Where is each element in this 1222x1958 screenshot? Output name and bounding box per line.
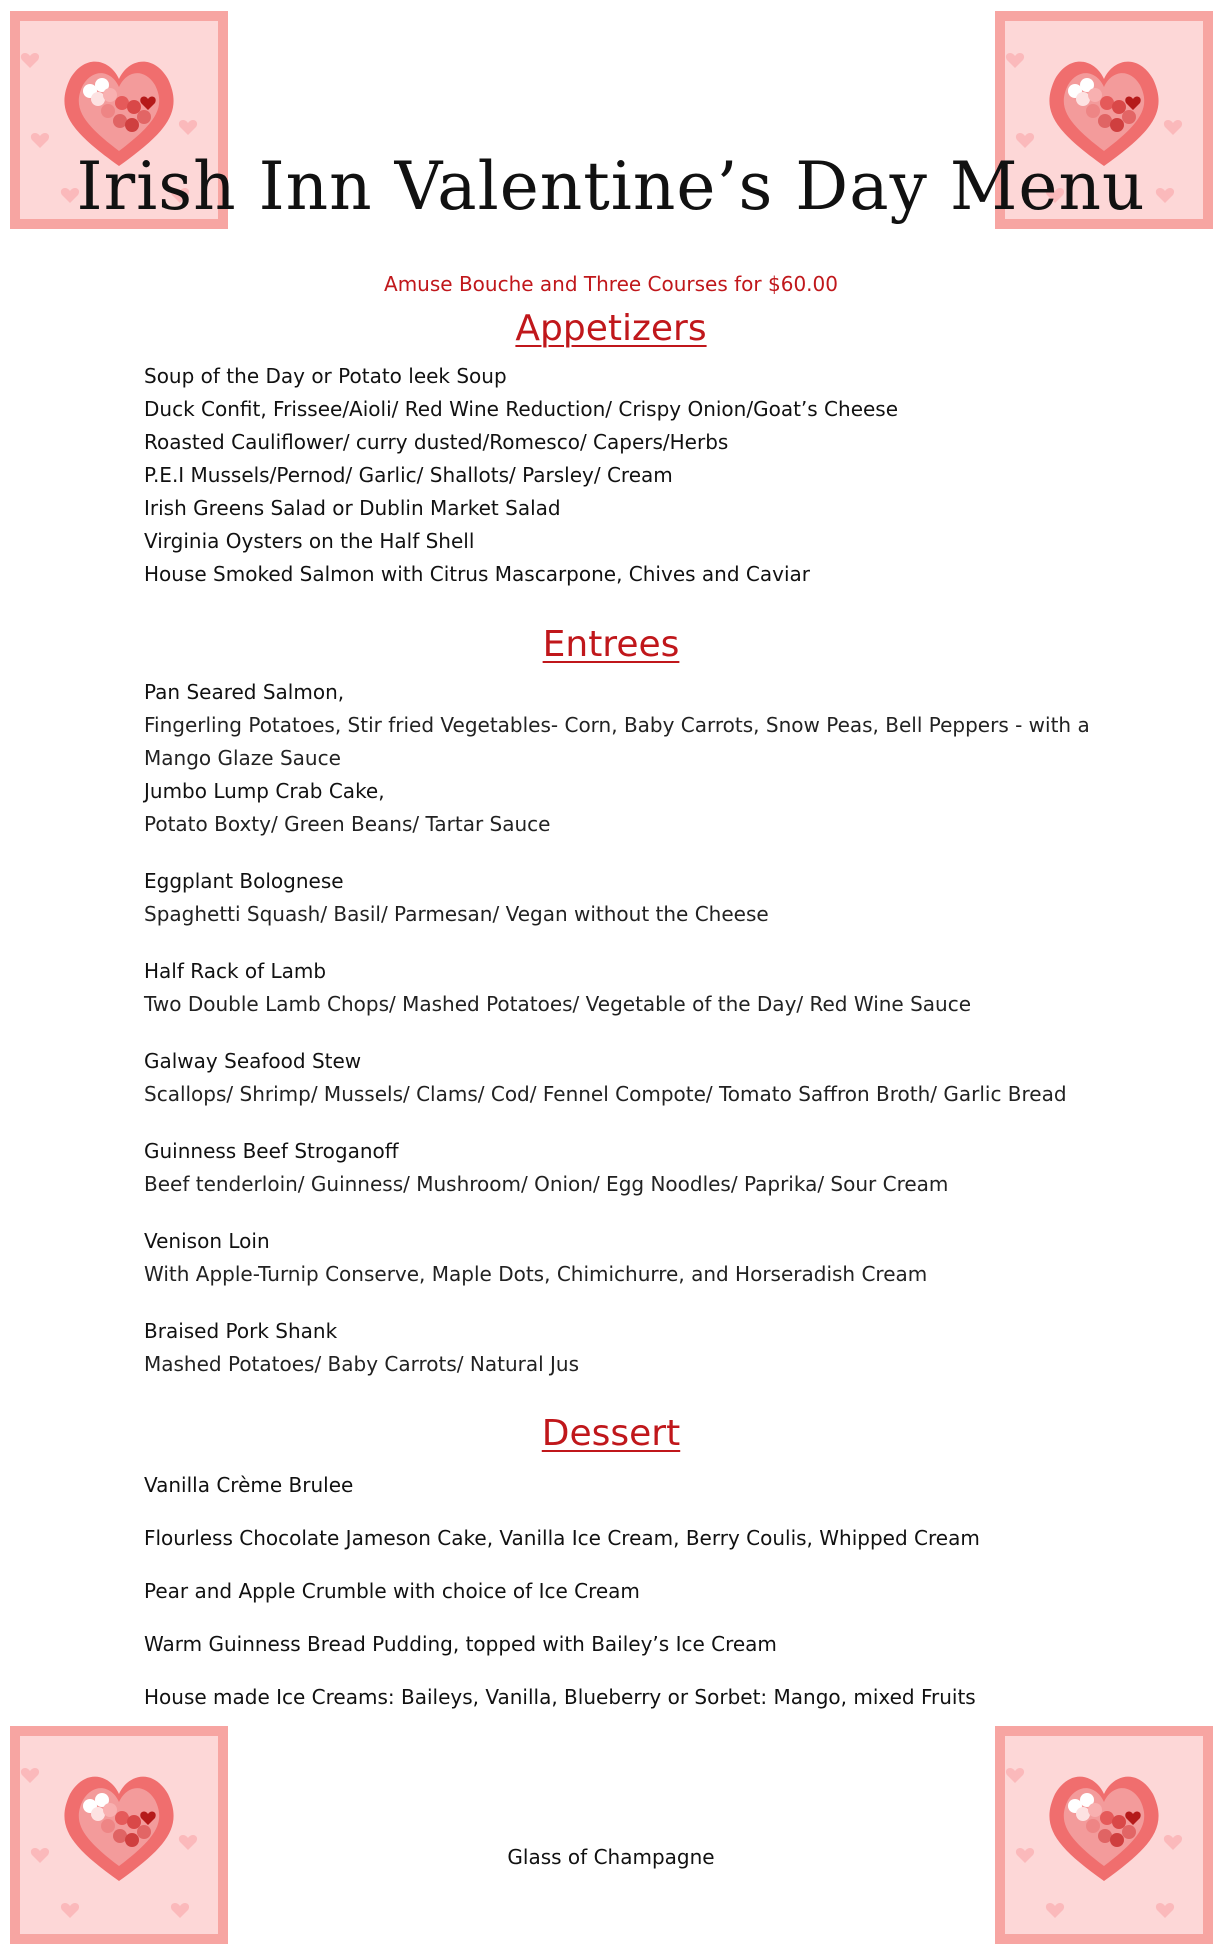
- champagne-note: Glass of Champagne: [507, 1845, 715, 1869]
- entree-description: Mango Glaze Sauce: [144, 746, 341, 770]
- entree-description: Beef tenderloin/ Guinness/ Mushroom/ Onion/ Egg Noodles/ Paprika/ Sour Cream: [144, 1172, 949, 1196]
- entree-description: Scallops/ Shrimp/ Mussels/ Clams/ Cod/ Fennel Compote/ Tomato Saffron Broth/ Garlic Bread: [144, 1082, 1067, 1106]
- entrees-heading: Entrees: [542, 624, 680, 665]
- appetizer-item: P.E.I Mussels/Pernod/ Garlic/ Shallots/ Parsley/ Cream: [144, 463, 673, 487]
- dessert-item: Vanilla Crème Brulee: [144, 1473, 354, 1497]
- entree-name: Venison Loin: [144, 1229, 270, 1253]
- appetizer-item: Irish Greens Salad or Dublin Market Salad: [144, 496, 561, 520]
- heart-icon: [10, 1726, 228, 1944]
- entree-name: Half Rack of Lamb: [144, 959, 327, 983]
- appetizer-item: Soup of the Day or Potato leek Soup: [144, 364, 507, 388]
- dessert-heading: Dessert: [541, 1413, 681, 1454]
- dessert-item: Flourless Chocolate Jameson Cake, Vanilla Ice Cream, Berry Coulis, Whipped Cream: [144, 1526, 980, 1550]
- entree-description: Potato Boxty/ Green Beans/ Tartar Sauce: [144, 812, 551, 836]
- entree-name: Jumbo Lump Crab Cake,: [144, 779, 385, 803]
- entree-name: Braised Pork Shank: [144, 1319, 338, 1343]
- appetizer-item: Roasted Cauliflower/ curry dusted/Romesco/ Capers/Herbs: [144, 430, 729, 454]
- entree-name: Pan Seared Salmon,: [144, 680, 345, 704]
- page-title: Irish Inn Valentine’s Day Menu: [76, 148, 1146, 225]
- dessert-item: House made Ice Creams: Baileys, Vanilla, Blueberry or Sorbet: Mango, mixed Fruits: [144, 1685, 976, 1709]
- dessert-item: Pear and Apple Crumble with choice of Ice Cream: [144, 1579, 640, 1603]
- heart-corner-bottom-left: [10, 1726, 228, 1944]
- appetizer-item: House Smoked Salmon with Citrus Mascarpone, Chives and Caviar: [144, 562, 810, 586]
- appetizer-item: Duck Confit, Frissee/Aioli/ Red Wine Reduction/ Crispy Onion/Goat’s Cheese: [144, 397, 899, 421]
- price-subtitle: Amuse Bouche and Three Courses for $60.00: [384, 272, 838, 296]
- appetizers-heading: Appetizers: [515, 308, 707, 349]
- entree-description: Mashed Potatoes/ Baby Carrots/ Natural Jus: [144, 1352, 579, 1376]
- heart-corner-bottom-right: [995, 1726, 1213, 1944]
- dessert-item: Warm Guinness Bread Pudding, topped with Bailey’s Ice Cream: [144, 1632, 777, 1656]
- entree-description: With Apple-Turnip Conserve, Maple Dots, Chimichurre, and Horseradish Cream: [144, 1262, 928, 1286]
- appetizer-item: Virginia Oysters on the Half Shell: [144, 529, 475, 553]
- entree-description: Spaghetti Squash/ Basil/ Parmesan/ Vegan without the Cheese: [144, 902, 769, 926]
- heart-icon: [995, 1726, 1213, 1944]
- entree-description: Fingerling Potatoes, Stir fried Vegetables- Corn, Baby Carrots, Snow Peas, Bell Peppers - with a: [144, 713, 1090, 737]
- entree-description: Two Double Lamb Chops/ Mashed Potatoes/ Vegetable of the Day/ Red Wine Sauce: [144, 992, 972, 1016]
- entree-name: Guinness Beef Stroganoff: [144, 1139, 399, 1163]
- entree-name: Eggplant Bolognese: [144, 869, 344, 893]
- entree-name: Galway Seafood Stew: [144, 1049, 362, 1073]
